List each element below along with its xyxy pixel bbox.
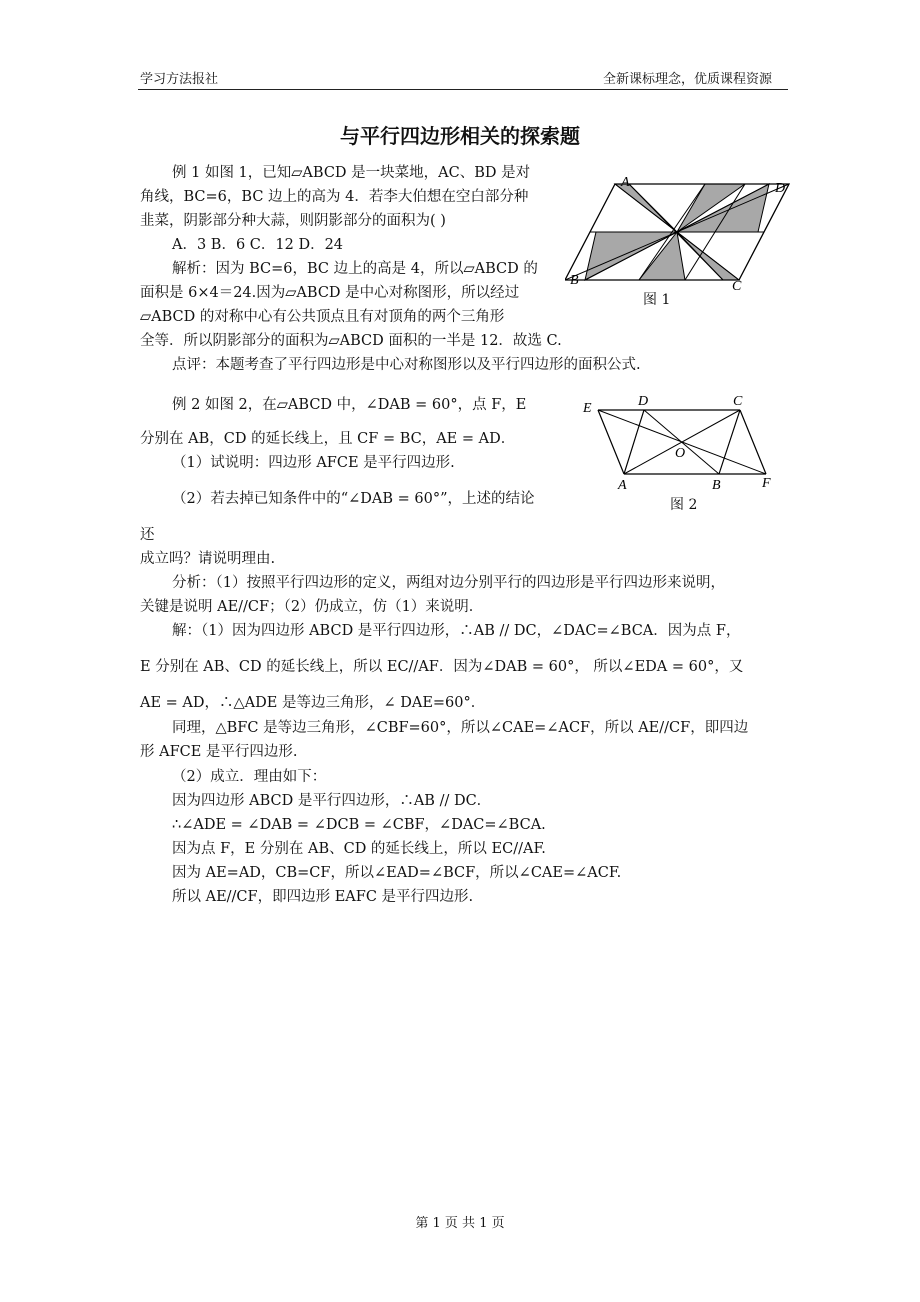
fig2-label-a: A [618,478,627,492]
ex1-options: A．3 B．6 C．12 D．24 [172,237,344,253]
ex2-q2: （2）若去掉已知条件中的“∠DAB = 60°”，上述的结论 [172,491,535,507]
figure-2 [578,392,788,492]
header-rule [138,89,788,90]
ex1-comment: 点评：本题考查了平行四边形是中心对称图形以及平行四边形的面积公式. [172,357,641,373]
ex2-part2-3: ∴∠ADE = ∠DAB = ∠DCB = ∠CBF，∠DAC=∠BCA. [172,817,546,833]
ex1-line-7: ▱ABCD 的对称中心有公共顶点且有对顶角的两个三角形 [140,309,505,325]
fig1-label-c: C [732,279,742,294]
ex2-part2-6: 所以 AE//CF，即四边形 EAFC 是平行四边形. [172,889,474,905]
fig2-diag-db [644,410,719,474]
ex2-line-2: 分别在 AB，CD 的延长线上，且 CF = BC，AE = AD． [140,431,516,447]
ex2-solution-1: 解：（1）因为四边形 ABCD 是平行四边形，∴AB // DC，∠DAC=∠BCA．因为点 F， [172,623,741,639]
ex2-q1: （1）试说明：四边形 AFCE 是平行四边形. [172,455,455,471]
ex2-analysis-1: 分析：（1）按照平行四边形的定义，两组对边分别平行的四边形是平行四边形来说明， [172,575,725,591]
fig1-caption: 图 1 [643,292,671,308]
ex2-q2-cont-2: 成立吗？请说明理由. [140,551,276,567]
fig2-label-c: C [733,394,743,409]
ex2-q2-cont-1: 还 [140,527,155,543]
header-right: 全新课标理念，优质课程资源 [602,72,772,87]
page-title: 与平行四边形相关的探索题 [340,124,580,148]
ex1-line-5: 解析：因为 BC=6，BC 边上的高是 4，所以▱ABCD 的 [172,261,538,277]
ex1-line-8: 全等．所以阴影部分的面积为▱ABCD 面积的一半是 12．故选 C. [140,333,562,349]
fig2-label-b: B [712,478,721,492]
ex2-part2-2: 因为四边形 ABCD 是平行四边形，∴AB // DC． [172,793,492,809]
ex1-line-3: 韭菜，阴影部分种大蒜，则阴影部分的面积为( ) [140,213,446,229]
figure-1 [565,172,795,296]
ex2-part2-4: 因为点 F，E 分别在 AB、CD 的延长线上，所以 EC//AF. [172,841,546,857]
fig1-label-a: A [621,175,630,190]
ex2-part2-5: 因为 AE=AD，CB=CF，所以∠EAD=∠BCF，所以∠CAE=∠ACF. [172,865,622,881]
fig2-side-cf [740,410,766,474]
ex1-line-6: 面积是 6×4＝24.因为▱ABCD 是中心对称图形，所以经过 [140,285,520,301]
fig2-label-e: E [583,401,592,416]
ex2-solution-2: E 分别在 AB、CD 的延长线上，所以 EC//AF．因为∠DAB = 60°， 所以∠EDA = 60°，又 [140,659,744,675]
fig2-label-d: D [638,394,649,409]
header-left: 学习方法报社 [140,72,219,87]
fig2-label-f: F [762,476,771,491]
ex2-analysis-2: 关键是说明 AE//CF；（2）仍成立，仿（1）来说明． [140,599,484,615]
ex2-solution-4: 同理，△BFC 是等边三角形，∠CBF=60°，所以∠CAE=∠ACF，所以 AE//CF，即四边 [172,720,749,736]
fig2-caption: 图 2 [670,497,698,513]
fig2-side-ae [598,410,624,474]
fig1-label-b: B [570,273,579,288]
fig2-label-o: O [675,446,686,461]
ex2-solution-5: 形 AFCE 是平行四边形. [140,744,298,760]
ex2-solution-3: AE = AD，∴△ADE 是等边三角形，∠ DAE=60°． [140,695,486,711]
ex1-line-2: 角线，BC=6，BC 边上的高为 4．若李大伯想在空白部分种 [140,189,529,205]
fig1-label-d: D [775,181,786,196]
ex2-line-1: 例 2 如图 2，在▱ABCD 中，∠DAB = 60°，点 F，E [172,397,527,413]
ex2-part2-1: （2）成立．理由如下： [172,769,327,785]
page-footer: 第 1 页 共 1 页 [415,1216,505,1231]
ex1-line-1: 例 1 如图 1，已知▱ABCD 是一块菜地，AC、BD 是对 [172,165,531,181]
